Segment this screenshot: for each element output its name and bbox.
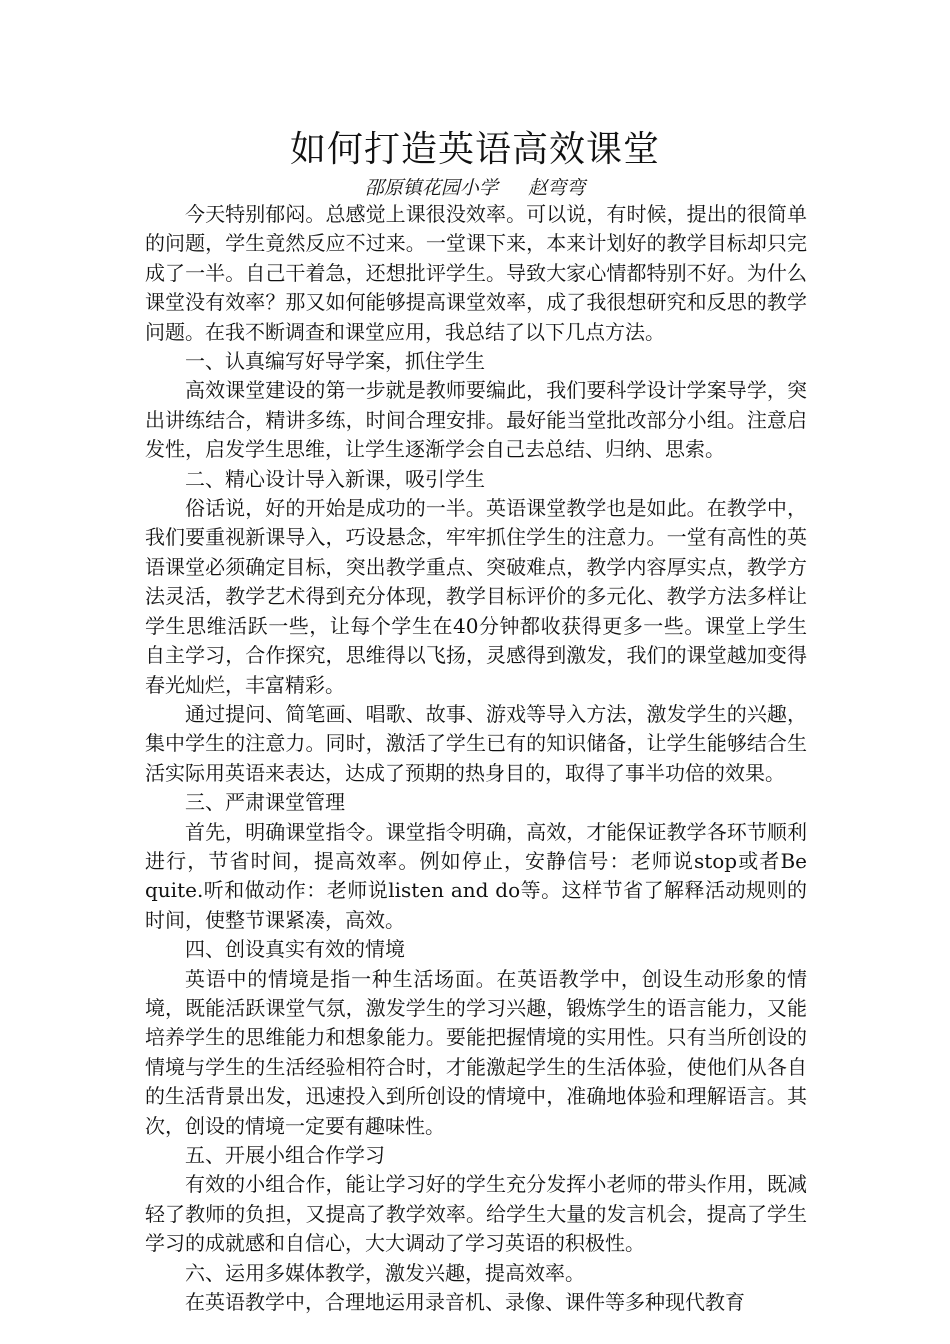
document-title: 如何打造英语高效课堂 [289,129,660,170]
section-heading-6: 六、运用多媒体教学，激发兴趣，提高效率。 [185,1260,585,1285]
paragraph: 首先，明确课堂指令。课堂指令明确，高效，才能保证教学各环节顺利进行，节省时间，提高效率。例如停止，安静信号：老师说stop或者Be quite.听和做动作：老师说listen and do等。这样节省了解释活动规则的时间，使整节课紧凑，高效。 [145,819,807,932]
paragraph: 英语中的情境是指一种生活场面。在英语教学中，创设生动形象的情境，既能活跃课堂气氛，激发学生的学习兴趣，锻炼学生的语言能力，又能培养学生的思维能力和想象能力。要能把握情境的实用性。只有当所创设的情境与学生的生活经验相符合时，才能激起学生的生活体验，使他们从各自的生活背景出发，迅速投入到所创设的情境中，准确地体验和理解语言。其次，创设的情境一定要有趣味性。 [145,966,807,1138]
paragraph: 有效的小组合作，能让学习好的学生充分发挥小老师的带头作用，既减轻了教师的负担，又提高了教学效率。给学生大量的发言机会，提高了学生学习的成就感和自信心，大大调动了学习英语的积极性。 [145,1172,807,1256]
section-heading-3: 三、严肃课堂管理 [185,790,345,815]
paragraph: 在英语教学中，合理地运用录音机、录像、课件等多种现代教育 [185,1290,745,1315]
paragraph-intro: 今天特别郁闷。总感觉上课很没效率。可以说，有时候，提出的很简单的问题，学生竟然反应不过来。一堂课下来，本来计划好的教学目标却只完成了一半。自己干着急，还想批评学生。导致大家心情都特别不好。为什么课堂没有效率？那又如何能够提高课堂效率，成了我很想研究和反思的教学问题。在我不断调查和课堂应用，我总结了以下几点方法。 [145,202,807,344]
author-byline: 邵原镇花园小学 赵弯弯 [364,177,586,199]
document-body [145,200,807,1317]
section-heading-1: 一、认真编写好导学案，抓住学生 [185,349,485,374]
section-heading-4: 四、创设真实有效的情境 [185,937,405,962]
section-heading-2: 二、精心设计导入新课，吸引学生 [185,466,485,491]
paragraph: 俗话说，好的开始是成功的一半。英语课堂教学也是如此。在教学中，我们要重视新课导入，巧设悬念，牢牢抓住学生的注意力。一堂有高性的英语课堂必须确定目标，突出教学重点、突破难点，教学内容厚实点，教学方法灵活，教学艺术得到充分体现，教学目标评价的多元化、教学方法多样让学生思维活跃一些，让每个学生在40分钟都收获得更多一些。课堂上学生自主学习，合作探究，思维得以飞扬，灵感得到激发，我们的课堂越加变得春光灿烂，丰富精彩。 [145,496,807,697]
paragraph: 高效课堂建设的第一步就是教师要编此，我们要科学设计学案导学，突出讲练结合，精讲多练，时间合理安排。最好能当堂批改部分小组。注意启发性，启发学生思维，让学生逐渐学会自己去总结、归纳、思索。 [145,378,807,462]
paragraph: 通过提问、简笔画、唱歌、故事、游戏等导入方法，激发学生的兴趣，集中学生的注意力。同时，激活了学生已有的知识储备，让学生能够结合生活实际用英语来表达，达成了预期的热身目的，取得了事半功倍的效果。 [145,701,807,785]
section-heading-5: 五、开展小组合作学习 [185,1143,385,1167]
